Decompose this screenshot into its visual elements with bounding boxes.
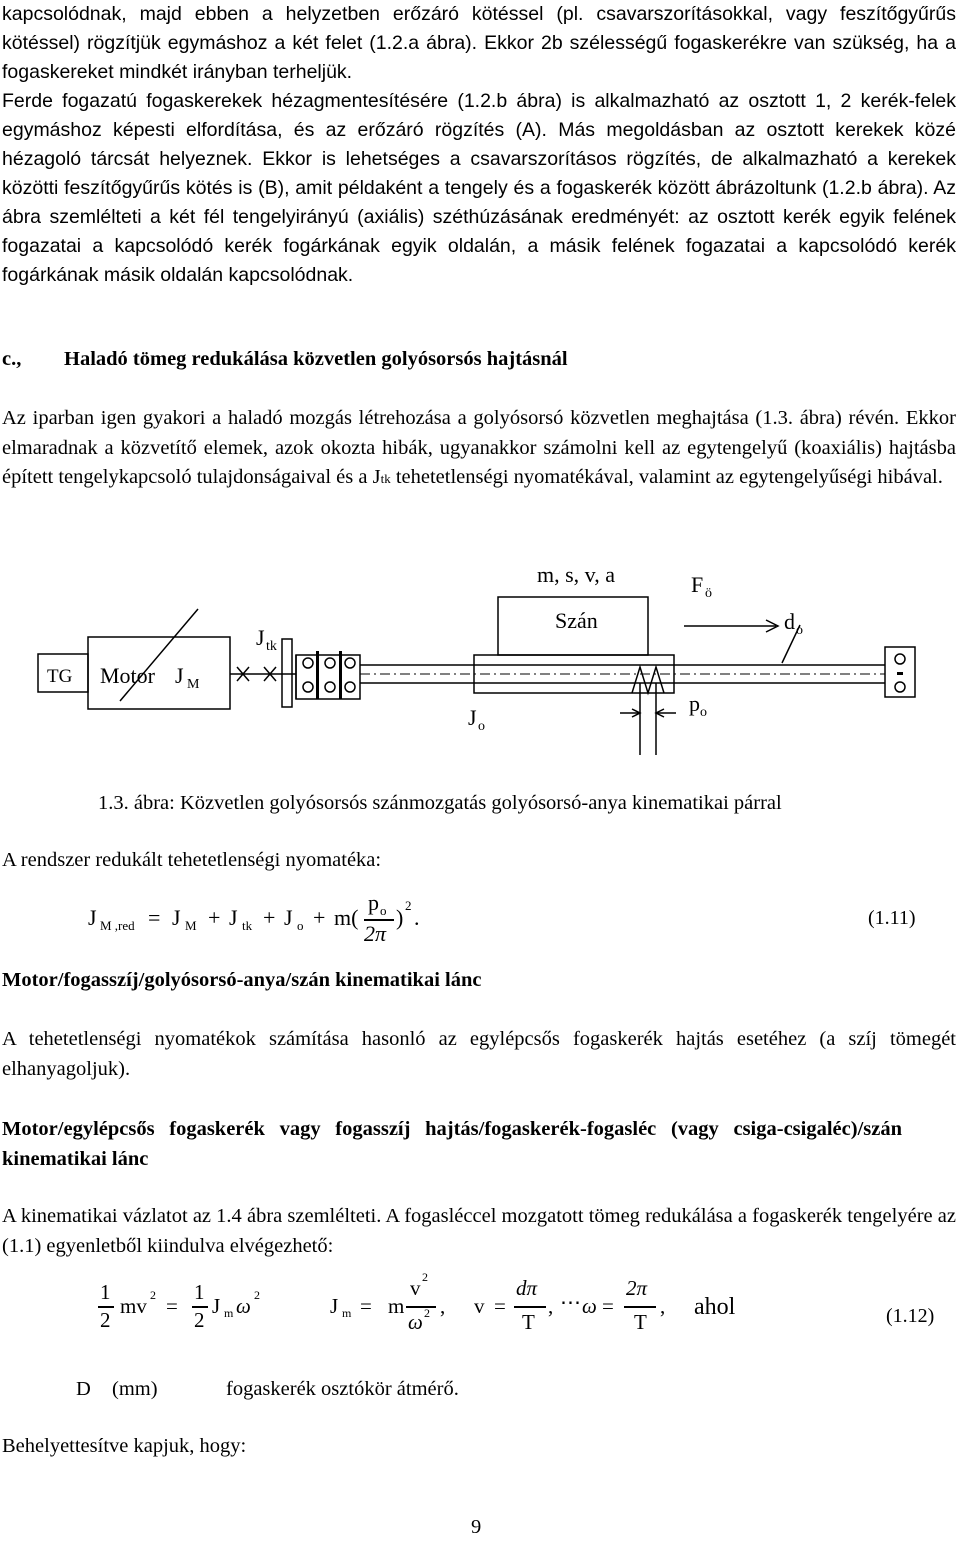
paragraph-2: Ferde fogazatú fogaskerekek hézagmentesítésére (1.2.b ábra) is alkalmazható az osztott 1, 2 kerék-felek egymáshoz képesti elfordítása, és az erőzáró rögzítés (A). Más megoldásban az osztott kerekek közé hézagoló tárcsát helyeznek. Ekkor is lehetséges a csavarszorításos rögzítés, de alkalmazható a kerekek közötti feszítőgyűrűs kötés is (B), amit példaként a tengely és a fogaskerék között ábrázoltunk (1.2.b ábra). Az ábra szemlélteti a két fél tengelyirányú (axiális) széthúzásának eredményét: az osztott kerék egyik felének fogazatai a kapcsolódó kerék fogárkának egyik oldalán, a másik felének fogazatai a kapcsolódó kerék fogárkának másik oldalán kapcsolódnak. [2,90,956,286]
label-fo: F [691,572,704,597]
section-title: Haladó tömeg redukálása közvetlen golyósorsós hajtásnál [64,348,568,370]
paragraph-7: Behelyettesítve kapjuk, hogy: [2,1435,247,1457]
label-motor: Motor [100,663,155,688]
paragraph-5: A tehetetlenségi nyomatékok számítása hasonló az egylépcsős fogaskerék hajtás esetéhez (a szíj tömegét elhanyagoljuk). [2,1028,956,1080]
label-do: d [784,609,795,634]
figure-ballscrew-drive [0,555,960,770]
paragraph-4: A rendszer redukált tehetetlenségi nyomatéka: [2,849,382,871]
label-jo-sub: o [478,719,485,734]
label-jm: J [175,663,184,688]
label-jm-sub: M [187,677,200,692]
document-page: kapcsolódnak, majd ebben a helyzetben erőzáró kötéssel (pl. csavarszorításokkal, vagy feszítőgyűrűs kötéssel) rögzítjük egymáshoz a két felet (1.2.a ábra). Ekkor 2b szélességű fogaskerékre van szükség, ha a fogaskereket mindkét irányban terheljük. Ferde fogazatú fogaskerekek hézagmentesítésére (1.2.b ábra) is alkalmazható az osztott 1, 2 kerék-felek egymáshoz képesti elfordítása, és az erőzáró rögzítés (A). Más megoldásban az osztott kerekek közé hézagoló tárcsát helyeznek. Ekkor is lehetséges a csavarszorításos rögzítés, de alkalmazható a kerekek közötti feszítőgyűrűs kötés is (B), amit példaként a tengely és a fogaskerék között ábrázoltunk (1.2.b ábra). Az ábra szemlélteti a két fél tengelyirányú (axiális) széthúzásának eredményét: az osztott kerék egyik felének fogazatai a kapcsolódó kerék fogárkának egyik oldalán, a másik felének fogazatai a kapcsolódó kerék fogárkának másik oldalán kapcsolódnak. c., Haladó tömeg redukálása közvetlen golyósorsós hajtásnál Az iparban igen gyakori a haladó mozgás létrehozása a golyósorsó közvetlen meghajtása (1.3. ábra) révén. Ekkor elmaradnak a közvetítő elemek, azok okozta hibák, ugyanakkor számolni kell az egytengelyű (koaxiális) hajtásba épített tengelykapcsoló tulajdonságaival és a Jtk tehetetlenségi nyomatékával, valamint az egytengelyűségi hibával. TG Motor J M J tk m, s, v, a Szán F ö d o J o p o 1.3. ábra: Közvetlen golyósorsós szánmozgatás golyósorsó-anya kinematikai párral A rendszer redukált tehetetlenségi nyomatéka: J M ,red = J M + J tk + J o + m( p o 2π ) 2 . (1.11) Motor/fogasszíj/golyósorsó-anya/szán kinematikai lánc A tehetetlenségi nyomatékok számítása hasonló az egylépcsős fogaskerék hajtás esetéhez (a szíj tömegét elhanyagoljuk). Motor/egylépcsős fogaskerék vagy fogasszíj hajtás/fogaskerék-fogasléc (vagy csiga-csigaléc)/szán kinematikai lánc A kinematikai vázlatot az 1.4 ábra szemlélteti. A fogasléccel mozgatott tömeg redukálása a fogaskerék tengelyére az (1.1) egyenletből kiindulva elvégezhető: 1 2 mv 2 = 1 2 J m ω 2 J m = m v 2 ω 2 , v = dπ T , ⋯ ω = 2π T , ahol (1.12) D (mm) fogaskerék osztókör átmérő. Behelyettesítve kapjuk, hogy: 9 [0,0,960,1543]
label-jo: J [468,705,477,730]
figure-caption: 1.3. ábra: Közvetlen golyósorsós szánmozgatás golyósorsó-anya kinematikai párral [98,792,782,814]
label-do-sub: o [796,623,803,638]
label-msva: m, s, v, a [537,562,616,587]
paragraph-1: kapcsolódnak, majd ebben a helyzetben erőzáró kötéssel (pl. csavarszorításokkal, vagy feszítőgyűrűs kötéssel) rögzítjük egymáshoz a két felet (1.2.a ábra). Ekkor 2b szélességű fogaskerékre van szükség, ha a fogaskereket mindkét irányban terheljük. [2,3,956,83]
label-tg: TG [47,666,73,687]
label-jtk-sub: tk [266,639,277,654]
heading-2: Motor/fogasszíj/golyósorsó-anya/szán kinematikai lánc [2,969,482,991]
section-number: c., [2,348,22,370]
heading-3: Motor/egylépcsős fogaskerék vagy fogasszíj hajtás/fogaskerék-fogasléc (vagy csiga-csigaléc)/szán kinematikai lánc [2,1118,902,1170]
paragraph-6: A kinematikai vázlatot az 1.4 ábra szemlélteti. A fogasléccel mozgatott tömeg redukálása a fogaskerék tengelyére az (1.1) egyenletből kiindulva elvégezhető: [2,1205,956,1257]
page-number: 9 [471,1516,482,1538]
label-jtk: J [256,625,265,650]
label-szan: Szán [555,608,598,633]
label-po-sub: o [700,705,707,720]
label-po: p [689,691,700,716]
label-fo-sub: ö [705,586,712,601]
paragraph-3: Az iparban igen gyakori a haladó mozgás létrehozása a golyósorsó közvetlen meghajtása (1.3. ábra) révén. Ekkor elmaradnak a közvetítő elemek, azok okozta hibák, ugyanakkor számolni kell az egytengelyű (koaxiális) hajtásba épített tengelykapcsoló tulajdonságaival és a Jtk tehetetlenségi nyomatékával, valamint az egytengelyűségi hibával. [2,407,956,488]
